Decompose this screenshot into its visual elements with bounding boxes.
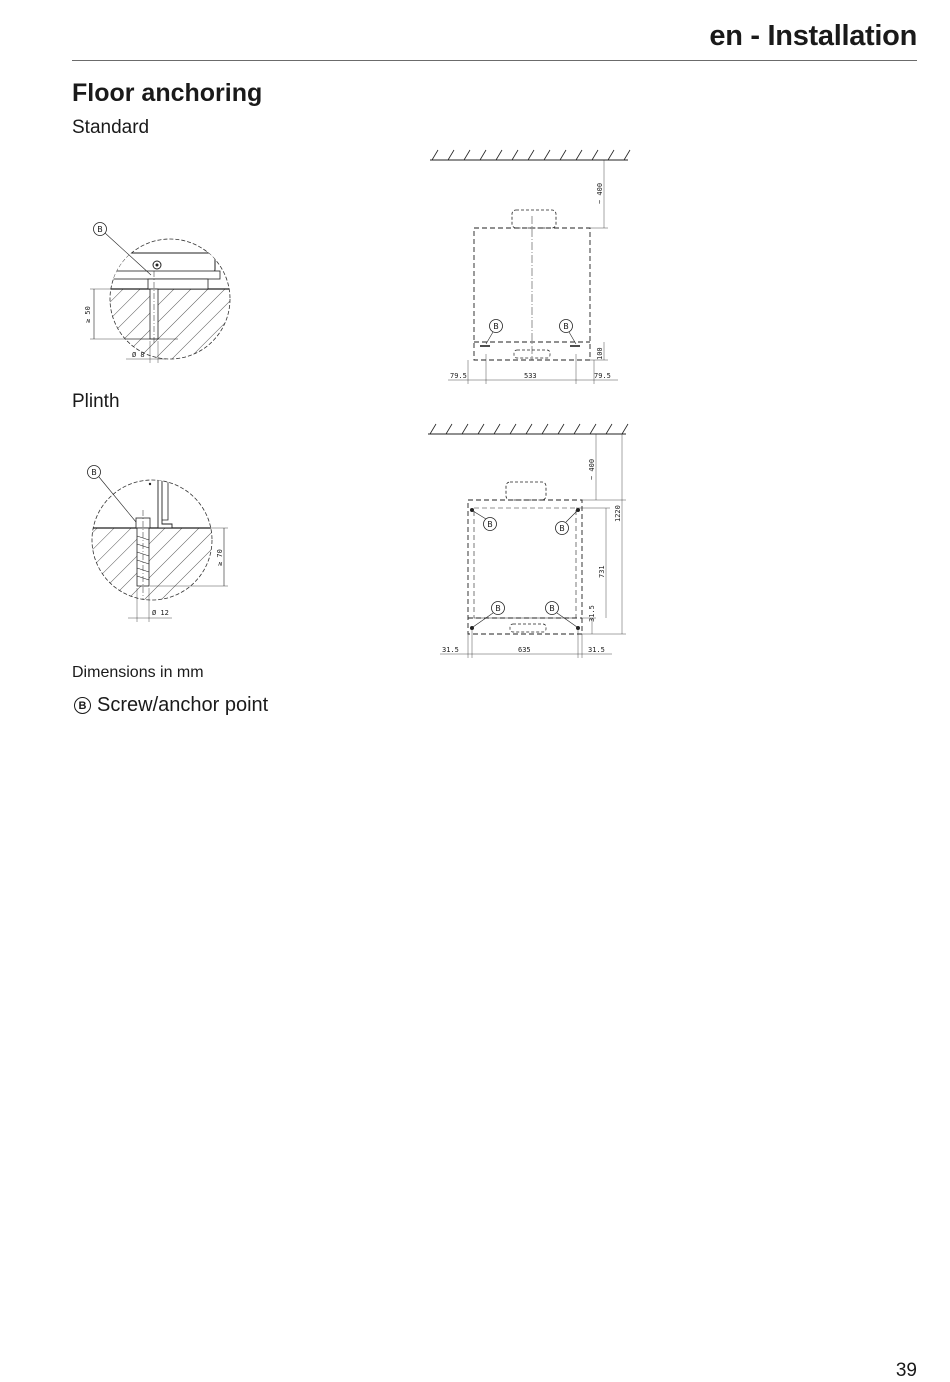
standard-front-marker-right: B (563, 322, 569, 331)
plinth-front-middle: 635 (518, 646, 531, 654)
standard-front-left: 79.5 (450, 372, 467, 380)
standard-depth-dim: ≥ 50 (84, 306, 92, 323)
standard-front-middle: 533 (524, 372, 537, 380)
plinth-front-marker-bottom-left: B (495, 604, 501, 613)
standard-front-gap-top: ~ 400 (596, 182, 604, 204)
header-divider (72, 60, 917, 61)
standard-front-view-diagram (428, 148, 638, 384)
page-number: 39 (895, 1360, 917, 1381)
plinth-front-marker-bottom-right: B (549, 604, 555, 613)
plinth-front-right: 31.5 (588, 646, 605, 654)
plinth-front-bottom: 31.5 (588, 605, 596, 622)
standard-detail-marker: B (97, 225, 103, 234)
plinth-anchor-detail-diagram (80, 460, 240, 625)
dimensions-note: Dimensions in mm (72, 664, 204, 681)
plinth-depth-dim: ≥ 70 (216, 549, 224, 566)
plinth-front-marker-top-right: B (559, 524, 565, 533)
plinth-front-gap-top: ~ 400 (588, 458, 596, 480)
legend-text: Screw/anchor point (97, 694, 269, 716)
standard-diameter-dim: Ø 8 (132, 351, 145, 359)
section-heading: Floor anchoring (72, 79, 263, 107)
subheading-standard: Standard (72, 117, 150, 138)
legend-screw-anchor (74, 694, 268, 717)
plinth-front-total: 1220 (614, 505, 622, 522)
plinth-front-height: 731 (598, 565, 606, 578)
standard-front-marker-left: B (493, 322, 499, 331)
standard-front-right: 79.5 (594, 372, 611, 380)
plinth-front-left: 31.5 (442, 646, 459, 654)
plinth-front-view-diagram (426, 422, 636, 658)
page-header-title: en - Installation (709, 20, 917, 52)
standard-anchor-detail-diagram (78, 215, 238, 365)
standard-front-height: 100 (596, 347, 604, 360)
plinth-diameter-dim: Ø 12 (152, 609, 169, 617)
subheading-plinth: Plinth (72, 391, 120, 412)
plinth-front-marker-top-left: B (487, 520, 493, 529)
b-marker-icon: B (74, 697, 91, 714)
plinth-detail-marker: B (91, 468, 97, 477)
